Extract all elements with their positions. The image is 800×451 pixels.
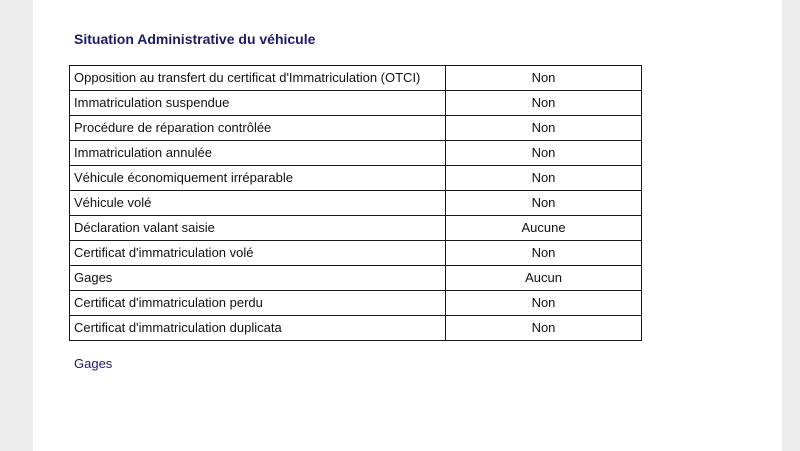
table-row [70,216,642,241]
table-row [70,116,642,141]
table-row [70,241,642,266]
row-label: Opposition au transfert du certificat d'Immatriculation (OTCI) [70,66,446,91]
row-label: Certificat d'immatriculation volé [70,241,446,266]
row-value: Aucun [446,266,642,291]
row-label: Déclaration valant saisie [70,216,446,241]
table-row [70,191,642,216]
table-row [70,166,642,191]
gages-section-title[interactable]: Gages [74,356,113,371]
table-row [70,91,642,116]
row-label: Certificat d'immatriculation duplicata [70,316,446,341]
row-label: Immatriculation annulée [70,141,446,166]
row-label: Procédure de réparation contrôlée [70,116,446,141]
row-value: Non [446,191,642,216]
row-value: Non [446,141,642,166]
row-value: Aucune [446,216,642,241]
table-row [70,66,642,91]
row-label: Certificat d'immatriculation perdu [70,291,446,316]
row-value: Non [446,241,642,266]
table-row [70,291,642,316]
row-label: Immatriculation suspendue [70,91,446,116]
section-title: Situation Administrative du véhicule [74,31,316,47]
row-label: Véhicule volé [70,191,446,216]
table-row [70,316,642,341]
row-value: Non [446,91,642,116]
row-value: Non [446,116,642,141]
row-value: Non [446,316,642,341]
row-value: Non [446,166,642,191]
row-label: Véhicule économiquement irréparable [70,166,446,191]
document-page [33,0,782,451]
table-row [70,266,642,291]
row-label: Gages [70,266,446,291]
row-value: Non [446,66,642,91]
administrative-status-table [69,65,642,341]
row-value: Non [446,291,642,316]
table-row [70,141,642,166]
